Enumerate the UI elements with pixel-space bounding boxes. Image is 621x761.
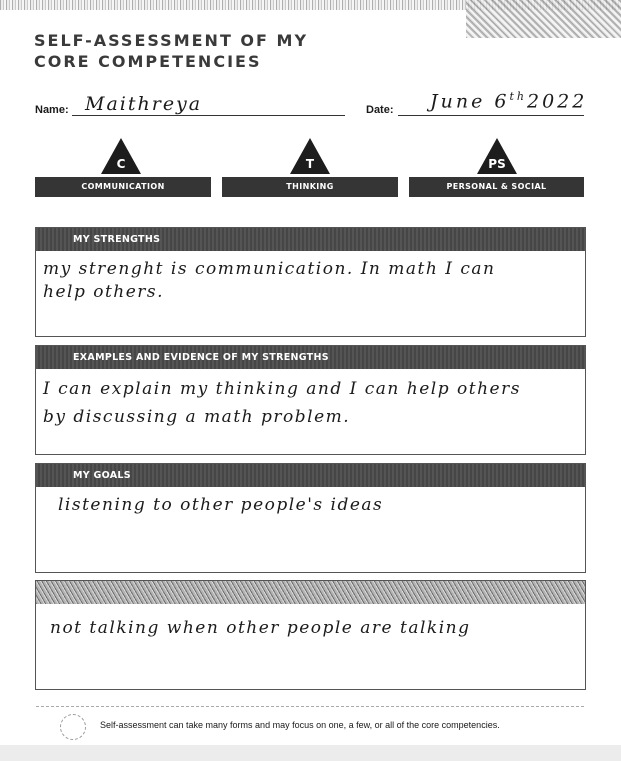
strengths-heading: MY STRENGTHS (36, 228, 585, 251)
title-line-2: CORE COMPETENCIES (34, 52, 262, 71)
footer-note (36, 706, 584, 743)
footer-text: Self-assessment can take many forms and may focus on one, a few, or all of the core competencies. (100, 720, 500, 730)
examples-section (35, 345, 586, 455)
fourth-heading (36, 581, 585, 604)
communication-bar: COMMUNICATION (35, 177, 211, 197)
date-year: 2022 (526, 90, 588, 113)
scan-bottom-edge (0, 745, 621, 761)
thinking-bar: THINKING (222, 177, 398, 197)
date-day: June 6 (430, 90, 510, 113)
examples-line-2: by discussing a math problem. (43, 407, 351, 427)
fourth-line-1: not talking when other people are talking (50, 618, 471, 638)
thinking-letter: T (305, 157, 315, 171)
examples-heading: EXAMPLES AND EVIDENCE OF MY STRENGTHS (36, 346, 585, 369)
communication-letter: C (116, 157, 126, 171)
strengths-section (35, 227, 586, 337)
examples-line-1: I can explain my thinking and I can help others (43, 379, 521, 399)
goals-section (35, 463, 586, 573)
name-label: Name: (35, 104, 69, 116)
goals-heading: MY GOALS (36, 464, 585, 487)
date-value (430, 90, 587, 112)
date-suffix: th (509, 90, 527, 103)
date-label: Date: (366, 104, 394, 116)
personal-social-letter: PS (488, 157, 506, 171)
scan-noise-corner (466, 0, 621, 38)
personal-social-bar: PERSONAL & SOCIAL (409, 177, 584, 197)
date-underline (398, 115, 584, 116)
strengths-line-1: my strenght is communication. In math I can (43, 259, 496, 279)
title-line-1: SELF-ASSESSMENT OF MY (34, 31, 309, 50)
page-title (34, 30, 308, 72)
goals-line-1: listening to other people's ideas (58, 495, 384, 515)
fourth-section (35, 580, 586, 690)
name-value: Maithreya (85, 93, 203, 115)
strengths-line-2: help others. (43, 282, 165, 302)
name-underline (72, 115, 345, 116)
note-icon (60, 714, 86, 740)
